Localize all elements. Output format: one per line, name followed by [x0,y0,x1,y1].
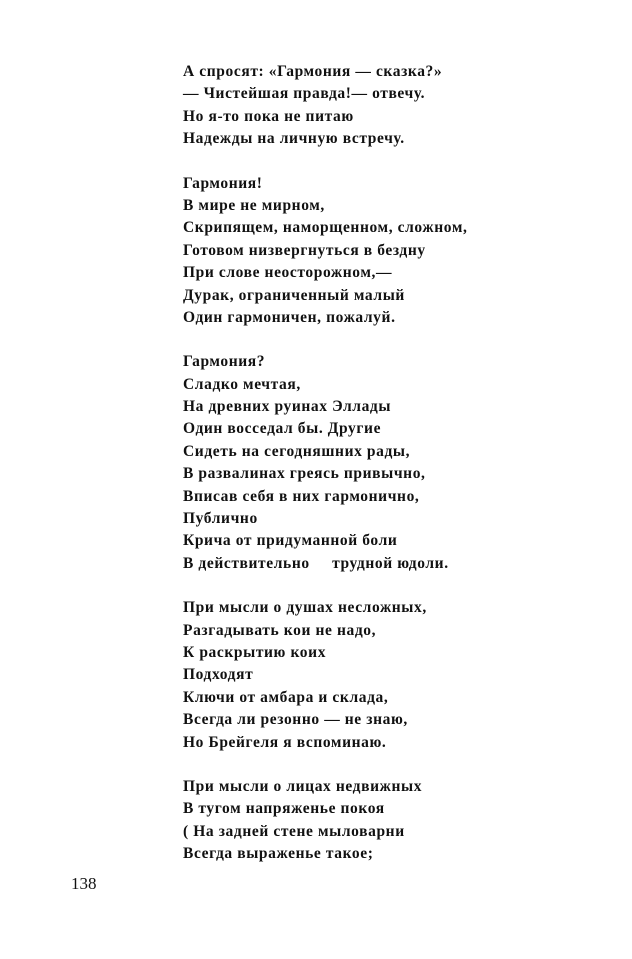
poem-line: Но Брейгеля я вспоминаю. [183,733,387,751]
poem-text [183,61,603,888]
poem-line: При мысли о лицах недвижных [183,777,423,795]
poem-line: ( На задней стене мыловарни [183,822,405,840]
poem-line: А спросят: «Гармония — сказка?» [183,63,443,80]
poem-line: Разгадывать кои не надо, [183,621,377,639]
stanza-4 [183,597,603,754]
poem-line: Всегда выраженье такое; [183,845,374,863]
poem-line: Скрипящем, наморщенном, сложном, [183,219,468,237]
stanza-3 [183,351,603,575]
poem-line: На древних руинах Эллады [183,398,392,416]
poem-line: Всегда ли резонно — не знаю, [183,711,408,729]
poem-line: В мире не мирном, [183,196,325,214]
poem-line: В развалинах греясь привычно, [183,465,426,483]
poem-line: При слове неосторожном,— [183,264,393,282]
poem-line: В тугом напряженье покоя [183,800,385,818]
poem-line: Сладко мечтая, [183,375,301,393]
poem-line: Сидеть на сегодняшних рады, [183,442,411,460]
poem-line: Вписав себя в них гармонично, [183,487,420,505]
poem-line: Надежды на личную встречу. [183,130,405,148]
poem-line: Один восседал бы. Другие [183,420,382,438]
poem-line: Гармония? [183,353,266,371]
poem-line: Ключи от амбара и склада, [183,688,389,706]
poem-line: Публично [183,510,258,528]
poem-line: Дурак, ограниченный малый [183,286,405,304]
stanza-5 [183,776,603,866]
page-number: 138 [71,874,97,893]
poem-line: Крича от придуманной боли [183,532,398,550]
poem-line: В действительно трудной юдоли. [183,554,449,572]
stanza-1 [183,61,603,151]
poem-line: — Чистейшая правда!— отвечу. [183,85,426,103]
poem-line: Подходят [183,666,254,684]
poem-line: Но я-то пока не питаю [183,107,354,125]
stanza-2 [183,173,603,330]
poem-line: Один гармоничен, пожалуй. [183,308,396,326]
poem-line: Гармония! [183,174,263,192]
poem-line: При мысли о душах несложных, [183,599,427,617]
poem-line: К раскрытию коих [183,643,327,661]
poem-line: Готовом низвергнуться в бездну [183,241,426,259]
